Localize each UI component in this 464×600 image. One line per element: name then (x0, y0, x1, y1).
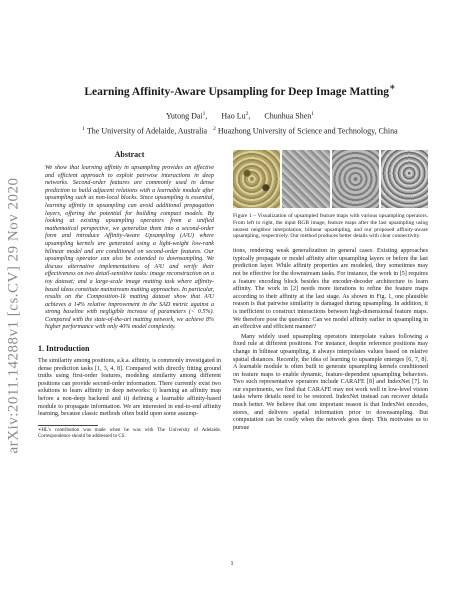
affiliation: The University of Adelaide, Australia (86, 126, 208, 136)
author-block (40, 108, 440, 137)
body-paragraph: Many widely used upsampling operators interpolate values following a fixed rule at different positions. For instance, despite reference positions may change in bilinear upsampling, it always interpolates values based on relative spatial distances. Recently, the idea of learning to upsample emerges [6, 7, 8]. A learnable module is often built to generate upsampling kernels conditioned on feature maps to enable dynamic, feature-dependent upsampling behaviors. Two such representative operators include CARAFE [8] and IndexNet [7]. In our experiments, we find that CARAFE may not work well in low-level vision tasks where details need to be restored. IndexNet instead can recover details much better. We believe that one important reason is that IndexNet encodes, stores, and delivers spatial information prior to downsampling. But computation can be costly when the network goes deep. This motivates us to pursue (233, 333, 428, 431)
page-number: 1 (230, 560, 234, 567)
author: Chunhua Shen (264, 111, 312, 121)
arxiv-stamp (2, 150, 26, 480)
left-column (38, 150, 221, 440)
input-rgb-image (233, 150, 280, 208)
body-paragraph: tions, rendering weak generalization in general cases. Existing approaches typically propagate or model affinity after upsampling layers or before the last prediction layer. While affinity properties are modeled, they sometimes may not be effective for the downstream tasks. For instance, the work in [5] requires a feature encoding block besides the encoder-decoder architecture to learn affinity. The work in [2] needs more iterations to refine the feature maps according to their affinity at the last stage. As shown in Fig. 1, one plausible reason is that pairwise similarity is damaged during upsampling. In addition, it is inefficient to construct interactions between high-dimensional feature maps. We therefore pose the question: Can we model affinity earlier in upsampling in an effective and efficient manner? (233, 248, 428, 331)
paper-title-text: Learning Affinity-Aware Upsampling for Deep Image Matting (84, 85, 390, 98)
author: Yutong Dai (165, 111, 203, 121)
bilinear-feature-map (332, 150, 379, 208)
paper-title (40, 82, 440, 98)
affiliations: $^1$ The University of Adelaide, Australia $^2$ Huazhong University of Science and Technology, China (82, 125, 398, 136)
affinity-aware-feature-map (381, 150, 428, 208)
author-names: Yutong Dai$^1$, Hao Lu$^2$, Chunhua Shen$^1$ (165, 111, 315, 121)
footnote: ∗HL's contribution was made when he was with The University of Adelaide. Correspondence should be addressed to CS. (38, 427, 221, 439)
nearest-neighbor-feature-map (282, 150, 329, 208)
right-column (233, 150, 428, 432)
footnote-divider (38, 425, 98, 426)
introduction-text: The similarity among positions, a.k.a. affinity, is commonly investigated in dense prediction tasks [1, 3, 4, 8]. Compared with directly fitting ground truths using first-order features, modeling similarity among different positions can provide second-order information. There currently exist two solutions to learn affinity in deep networks: i) learning an affinity map before a non-deep backend and ii) defining a learnable affinity-based module to propagate information. We are interested in end-to-end affinity learning, because classic methods often build upon some assump- (38, 358, 221, 418)
title-footnote-mark: ∗ (389, 82, 396, 93)
author: Hao Lu (221, 111, 246, 121)
abstract-heading: Abstract (114, 150, 145, 159)
abstract-text: We show that learning affinity in upsampling provides an effective and efficient approach to exploit pairwise interactions in deep networks. Second-order features are commonly used in dense prediction to build adjacent relations with a learnable module after upsampling such as non-local blocks. Since upsampling is essential, learning affinity in upsampling can avoid additional propagation layers, offering the potential for building compact models. By looking at existing upsampling operators from a unified mathematical perspective, we generalize them into a second-order form and introduce Affinity-Aware Upsampling (A²U) where upsampling kernels are generated using a light-weight low-rank bilinear model and are conditioned on second-order features. Our upsampling operator can also be extended to downsampling. We discuss alternative implementations of A²U and verify their effectiveness on two detail-sensitive tasks: image reconstruction on a toy dataset; and a large-scale image matting task where affinity-based ideas constitute mainstream matting approaches. In particular, results on the Composition-1k matting dataset show that A²U achieves a 14% relative improvement in the SAD metric against a strong baseline with negligible increase of parameters (< 0.5%). Compared with the state-of-the-art matting network, we achieve 8% higher performance with only 40% model complexity. (45, 165, 214, 331)
introduction-heading: 1. Introduction (38, 344, 90, 354)
affiliation: Huazhong University of Science and Technology, China (217, 126, 398, 136)
figure-1 (233, 150, 428, 208)
figure-caption: Figure 1 – Visualization of upsampled feature maps with various upsampling operators. From left to right, the input RGB image, feature maps after the last upsampling using nearest neighbor interpolation, bilinear upsampling, and our proposed affinity-aware upsampling, respectively. Our method produces better details with clear connectivity. (233, 213, 428, 240)
arxiv-id: arXiv:2011.14288v1 [cs.CV] 29 Nov 2020 (5, 177, 22, 453)
